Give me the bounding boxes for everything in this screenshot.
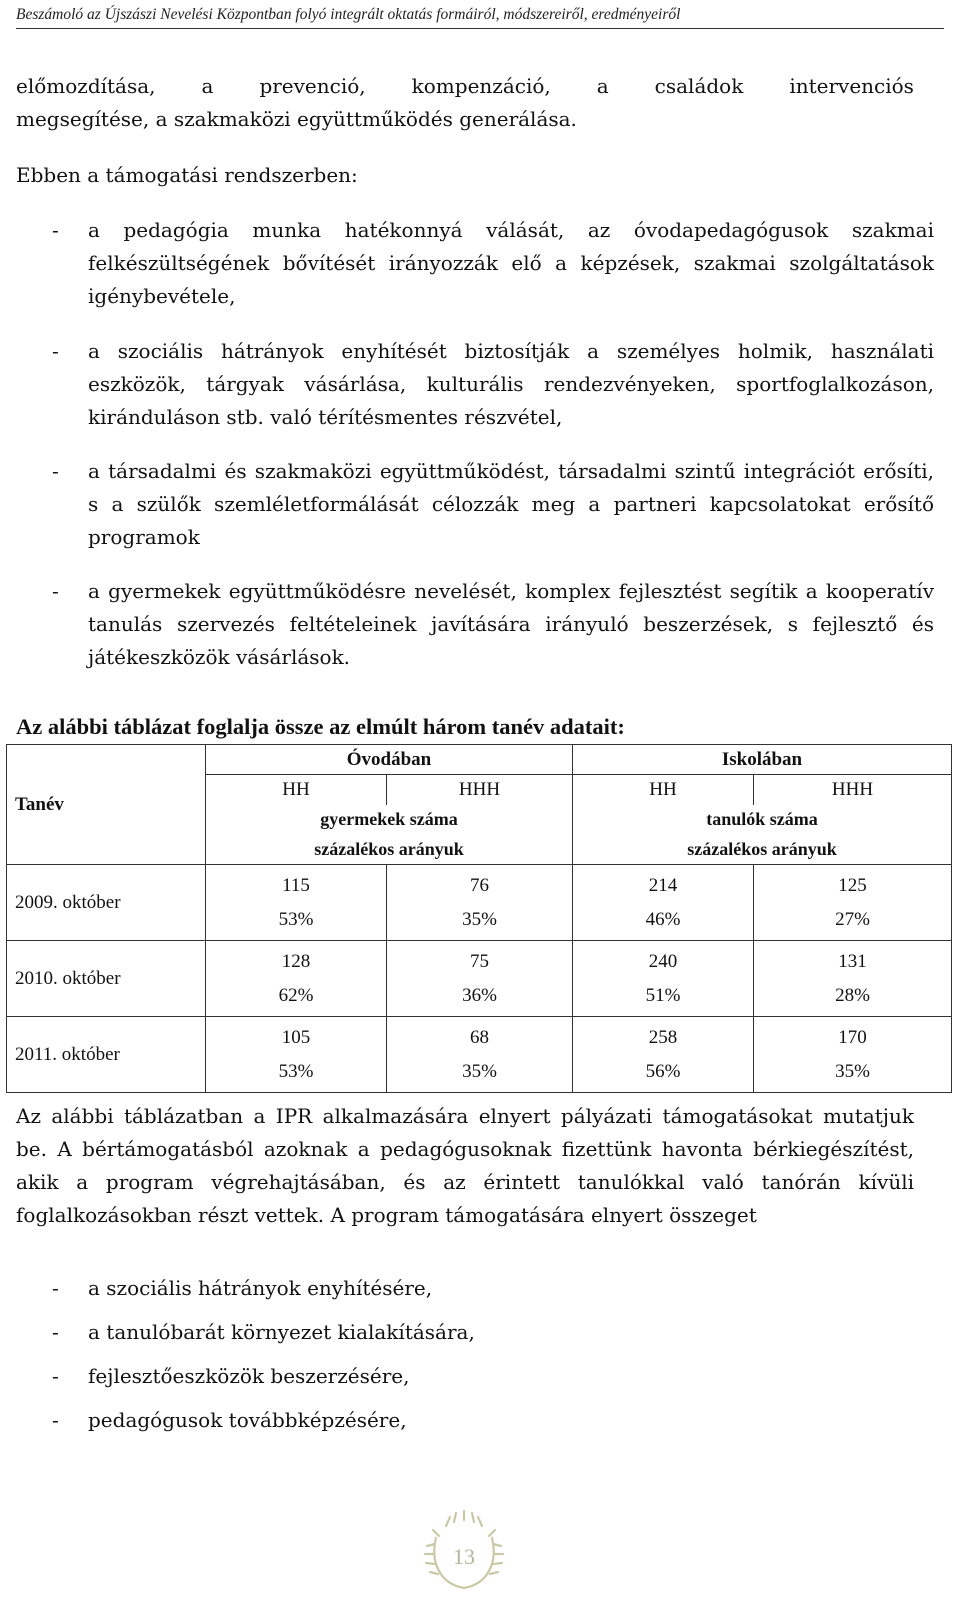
pct-value: 56%: [645, 1060, 681, 1082]
value-cell: [206, 1017, 387, 1093]
bullet-text: a szociális hátrányok enyhítését biztosítják a személyes holmik, használati eszközök, tárgyak vásárlása, kulturális rendezvényeken, sportfoglalkozáson, kiránduláson stb. való térítésmentes részvétel,: [88, 339, 934, 429]
page-number-ornament: [418, 1504, 510, 1596]
pct-value: 35%: [462, 1060, 497, 1082]
value-cell: [387, 941, 573, 1017]
col-header: HHH: [387, 775, 573, 805]
pct-value: 46%: [645, 908, 681, 930]
bullet-dash: -: [52, 218, 59, 242]
year-cell: 2009. október: [7, 865, 206, 941]
ipr-paragraph: Az alábbi táblázatban a IPR alkalmazására elnyert pályázati támogatásokat mutatjuk be. A bértámogatásból azoknak a pedagógusoknak fizettünk havonta bérkiegészítést, akik a program végrehajtásában, és az érintett tanulókkal való tanórán kívüli foglalkozásokban részt vettek. A program támogatására elnyert összeget: [16, 1104, 914, 1227]
intro-word: prevenció,: [259, 74, 366, 98]
pct-value: 36%: [462, 984, 497, 1006]
bullet-dash: -: [52, 1364, 59, 1388]
col-header: HH: [206, 775, 387, 805]
value-cell: [573, 865, 754, 941]
count-value: 240: [648, 950, 678, 972]
table-row: [7, 865, 952, 941]
bullet-text: a szociális hátrányok enyhítésére,: [88, 1276, 433, 1300]
intro-word: intervenciós: [789, 74, 914, 98]
count-value: 115: [282, 874, 310, 896]
page-number: 13: [453, 1544, 475, 1569]
table-row: [7, 941, 952, 1017]
intro-line-1: [16, 70, 914, 103]
pct-value: 35%: [462, 908, 497, 930]
intro-word: kompenzáció,: [411, 74, 551, 98]
count-value: 105: [281, 1026, 311, 1048]
pct-value: 51%: [645, 984, 681, 1006]
pct-value: 27%: [835, 908, 870, 930]
count-value: 76: [470, 874, 489, 896]
value-cell: [206, 865, 387, 941]
intro-line-2: megsegítése, a szakmaközi együttműködés generálása.: [16, 107, 577, 131]
year-cell: 2011. október: [7, 1017, 206, 1093]
bullet-dash: -: [52, 459, 59, 483]
count-value: 258: [648, 1026, 678, 1048]
year-cell: 2010. október: [7, 941, 206, 1017]
value-cell: [573, 1017, 754, 1093]
bullet-text: a gyermekek együttműködésre nevelését, komplex fejlesztést segítik a kooperatív tanulás szervezés feltételeinek javítására irányuló beszerzések, s fejlesztő és játékeszközök vásárlások.: [88, 579, 934, 669]
running-header: Beszámoló az Újszászi Nevelési Központban folyó integrált oktatás formáiról, módszereiről, eredményeiről: [16, 6, 944, 29]
intro-word: családok: [654, 74, 744, 98]
pct-value: 62%: [278, 984, 314, 1006]
count-value: 128: [281, 950, 311, 972]
bullet-dash: -: [52, 579, 59, 603]
ovoda-count-label: gyermekek száma: [206, 805, 573, 835]
iskola-pct-label: százalékos arányuk: [573, 835, 952, 865]
pct-value: 53%: [278, 1060, 314, 1082]
value-cell: [754, 941, 952, 1017]
count-value: 131: [838, 950, 867, 972]
support-intro: Ebben a támogatási rendszerben:: [16, 163, 358, 187]
group-iskola-header: Iskolában: [573, 745, 952, 775]
data-table: [6, 744, 952, 1093]
bullet-text: pedagógusok továbbképzésére,: [88, 1408, 407, 1432]
col-header: HH: [573, 775, 754, 805]
count-value: 170: [838, 1026, 867, 1048]
pct-value: 28%: [835, 984, 870, 1006]
group-ovoda-header: Óvodában: [206, 745, 573, 775]
intro-word: a: [596, 74, 609, 98]
bullet-dash: -: [52, 1408, 59, 1432]
value-cell: [754, 865, 952, 941]
iskola-count-label: tanulók száma: [573, 805, 952, 835]
value-cell: [573, 941, 754, 1017]
bullet-text: a társadalmi és szakmaközi együttműködést, társadalmi szintű integrációt erősíti, s a szülők szemléletformálását célozzák meg a partneri kapcsolatokat erősítő programok: [88, 459, 934, 549]
bullet-text: fejlesztőeszközök beszerzésére,: [88, 1364, 410, 1388]
intro-word: a: [201, 74, 214, 98]
table-heading: Az alábbi táblázat foglalja össze az elmúlt három tanév adatait:: [16, 714, 625, 739]
bullet-dash: -: [52, 1320, 59, 1344]
count-value: 214: [648, 874, 678, 896]
laurel-ornament-icon: [418, 1504, 510, 1596]
value-cell: [754, 1017, 952, 1093]
count-value: 125: [838, 874, 867, 896]
ovoda-pct-label: százalékos arányuk: [206, 835, 573, 865]
year-column-header: Tanév: [7, 745, 206, 865]
bullet-dash: -: [52, 339, 59, 363]
col-header: HHH: [754, 775, 952, 805]
count-value: 75: [470, 950, 489, 972]
table-row: [7, 1017, 952, 1093]
bullet-dash: -: [52, 1276, 59, 1300]
value-cell: [387, 1017, 573, 1093]
count-value: 68: [470, 1026, 489, 1048]
pct-value: 35%: [835, 1060, 870, 1082]
value-cell: [206, 941, 387, 1017]
value-cell: [387, 865, 573, 941]
bullet-text: a pedagógia munka hatékonnyá válását, az óvodapedagógusok szakmai felkészültségének bővítését irányozzák elő a képzések, szakmai szolgáltatások igénybevétele,: [88, 218, 934, 308]
pct-value: 53%: [278, 908, 314, 930]
bullet-text: a tanulóbarát környezet kialakítására,: [88, 1320, 475, 1344]
intro-word: előmozdítása,: [16, 74, 156, 98]
